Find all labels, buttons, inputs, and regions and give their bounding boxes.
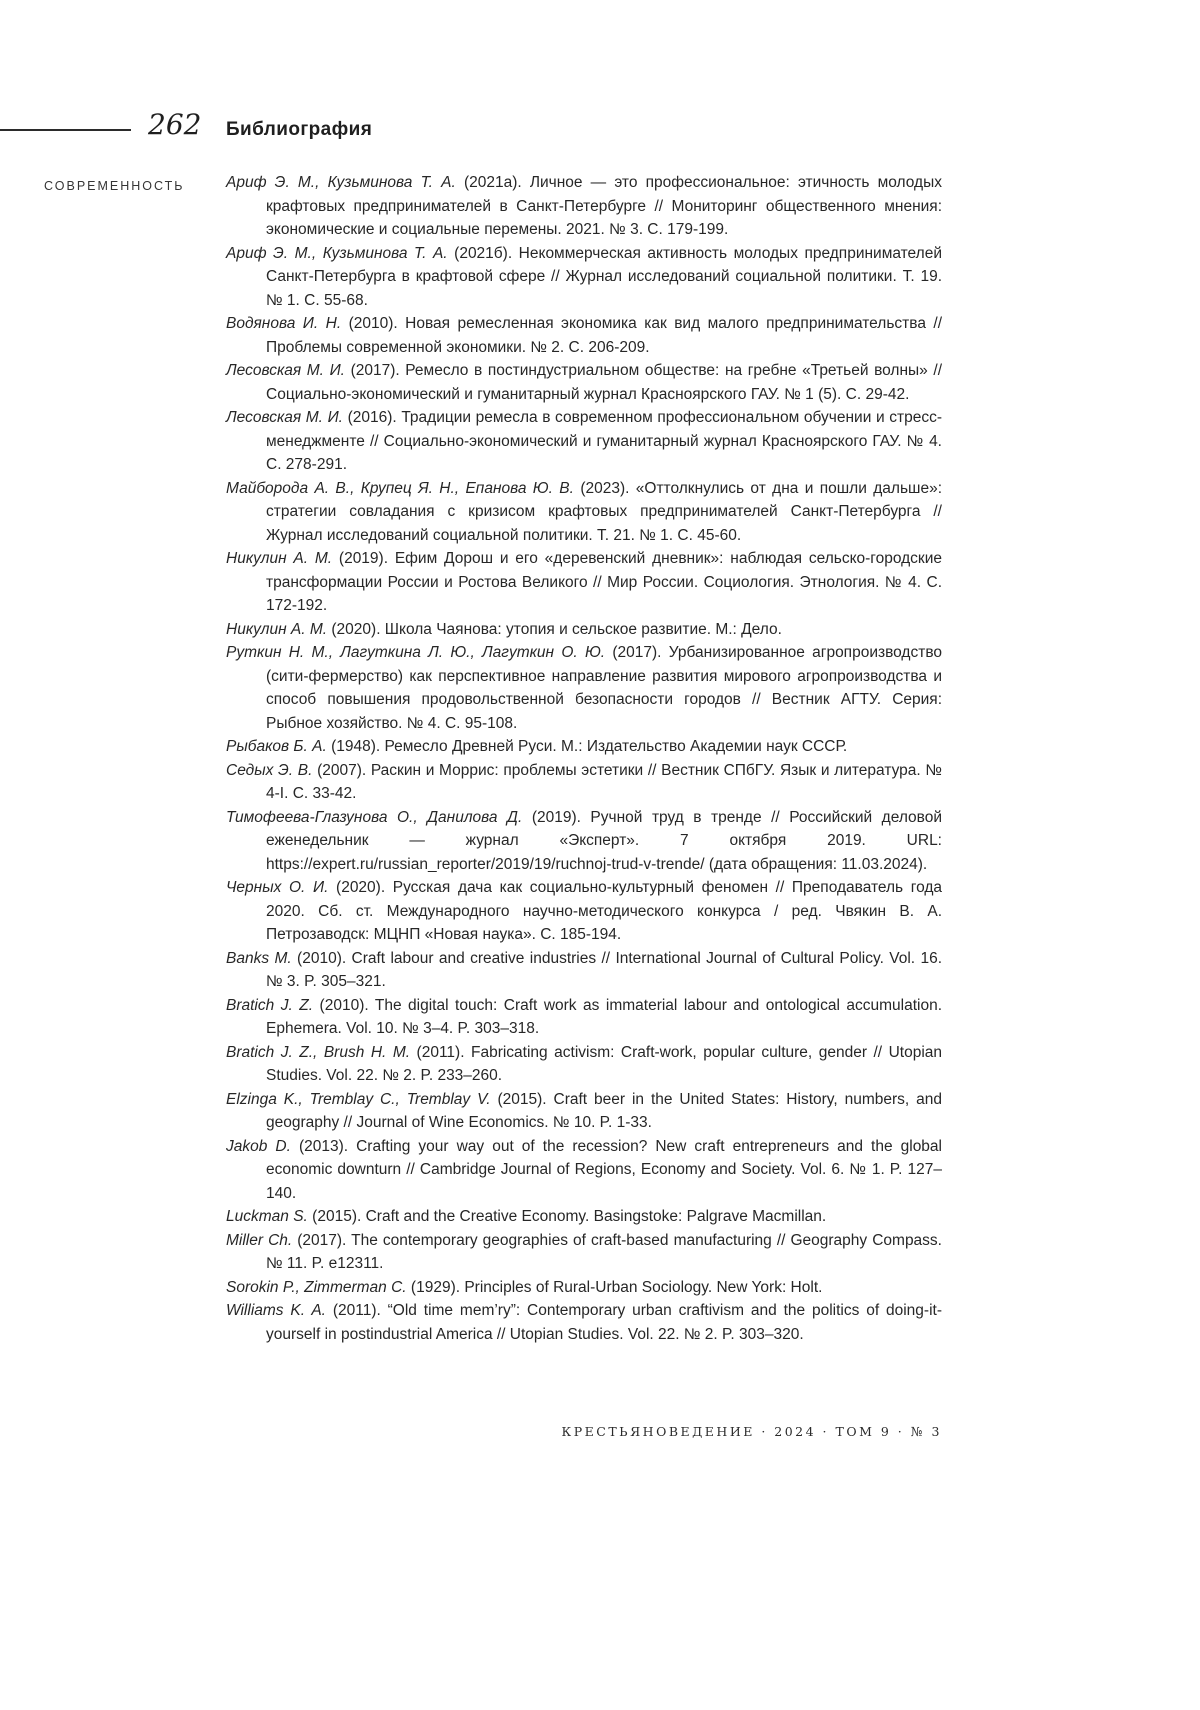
reference-authors: Лесовская М. И.: [226, 409, 343, 426]
reference-authors: Черных О. И.: [226, 879, 329, 896]
reference-text: (2017). Урбанизированное агропроизводство (сити-фермерство) как перспективное направление развития мирового агропроизводства и способ повышения продовольственной безопасности городов // Вестник АГТУ. Серия: Рыбное хозяйство. № 4. С. 95-108.: [266, 644, 942, 732]
reference-authors: Тимофеева-Глазунова О., Данилова Д.: [226, 808, 523, 826]
reference-authors: Водянова И. Н.: [226, 315, 342, 332]
reference-list: [226, 171, 942, 1346]
reference-authors: Никулин А. М.: [226, 550, 333, 567]
footer-text: КРЕСТЬЯНОВЕДЕНИЕ · 2024 · ТОМ 9 · № 3: [561, 1424, 942, 1439]
header-rule: [0, 129, 131, 131]
reference-entry: [226, 547, 942, 618]
reference-text: (2007). Раскин и Моррис: проблемы эстетики // Вестник СПбГУ. Язык и литература. № 4-I. С. 33-42.: [266, 761, 943, 802]
reference-entry: [226, 1041, 942, 1088]
reference-text: (2019). Ефим Дорош и его «деревенский дневник»: наблюдая сельско-городские трансформации России и Ростова Великого // Мир России. Социология. Этнология. № 4. С. 172-192.: [266, 550, 942, 614]
reference-text: (2021б). Некоммерческая активность молодых предпринимателей Санкт-Петербурга в крафтовой сфере // Журнал исследований социальной политики. Т. 19. № 1. С. 55-68.: [266, 244, 942, 309]
section-title: Библиография: [226, 119, 373, 140]
reference-text: (2023). «Оттолкнулись от дна и пошли дальше»: стратегии совладания с кризисом крафтовых предпринимателей Санкт-Петербурга // Журнал исследований социальной политики. Т. 21. № 1. С. 45-60.: [266, 479, 943, 544]
reference-authors: Elzinga K., Tremblay C., Tremblay V.: [226, 1090, 491, 1108]
reference-text: (1929). Principles of Rural-Urban Sociology. New York: Holt.: [410, 1278, 823, 1296]
reference-text: (2010). Craft labour and creative industries // International Journal of Cultural Policy. Vol. 16. № 3. P. 305–321.: [266, 949, 943, 990]
reference-entry: [226, 641, 942, 735]
reference-entry: [226, 947, 942, 994]
reference-text: (2020). Русская дача как социально-культурный феномен // Преподаватель года 2020. Сб. ст. Международного научно-методического конкурса / ред. Чвякин В. А. Петрозаводск: МЦНП «Новая наука». С. 185-194.: [266, 879, 943, 943]
page-number: 262: [148, 108, 202, 141]
reference-authors: Banks M.: [226, 949, 292, 967]
reference-authors: Sorokin P., Zimmerman C.: [226, 1278, 407, 1296]
reference-text: (2015). Craft beer in the United States: History, numbers, and geography // Journal of Wine Economics. № 10. P. 1-33.: [266, 1090, 943, 1131]
reference-entry: [226, 1205, 942, 1229]
reference-authors: Bratich J. Z., Brush H. M.: [226, 1043, 411, 1061]
reference-entry: [226, 1229, 942, 1276]
reference-authors: Лесовская М. И.: [226, 362, 345, 379]
reference-entry: [226, 242, 942, 313]
reference-entry: [226, 312, 942, 359]
reference-text: (2011). “Old time mem’ry”: Contemporary urban craftivism and the politics of doing-it-yourself in postindustrial America // Utopian Studies. Vol. 22. № 2. P. 303–320.: [266, 1302, 942, 1343]
reference-entry: [226, 994, 942, 1041]
reference-text: (2010). Новая ремесленная экономика как вид малого предпринимательства // Проблемы современной экономики. № 2. С. 206-209.: [266, 315, 943, 356]
margin-label: СОВРЕМЕННОСТЬ: [44, 179, 185, 193]
reference-authors: Ариф Э. М., Кузьминова Т. А.: [226, 244, 448, 262]
reference-authors: Miller Ch.: [226, 1231, 293, 1249]
reference-text: (2010). The digital touch: Craft work as immaterial labour and ontological accumulation. Ephemera. Vol. 10. № 3–4. P. 303–318.: [266, 996, 943, 1037]
reference-authors: Bratich J. Z.: [226, 996, 314, 1014]
reference-entry: [226, 759, 942, 806]
reference-entry: [226, 735, 942, 759]
reference-text: (2011). Fabricating activism: Craft-work, popular culture, gender // Utopian Studies. Vol. 22. № 2. P. 233–260.: [266, 1043, 942, 1084]
reference-authors: Руткин Н. М., Лагуткина Л. Ю., Лагуткин О. Ю.: [226, 644, 606, 661]
reference-entry: [226, 1135, 942, 1206]
reference-entry: [226, 1276, 942, 1300]
reference-text: (1948). Ремесло Древней Руси. М.: Издательство Академии наук СССР.: [331, 738, 848, 755]
reference-text: (2015). Craft and the Creative Economy. Basingstoke: Palgrave Macmillan.: [312, 1208, 827, 1225]
reference-entry: [226, 618, 942, 642]
reference-authors: Рыбаков Б. А.: [226, 738, 327, 755]
reference-authors: Седых Э. В.: [226, 761, 313, 779]
reference-text: (2013). Crafting your way out of the recession? New craft entrepreneurs and the global economic downturn // Cambridge Journal of Regions, Economy and Society. Vol. 6. № 1. P. 127–140.: [266, 1137, 942, 1202]
reference-entry: [226, 806, 942, 877]
reference-entry: [226, 171, 942, 242]
reference-authors: Ариф Э. М., Кузьминова Т. А.: [226, 174, 456, 191]
reference-text: (2020). Школа Чаянова: утопия и сельское развитие. М.: Дело.: [331, 620, 782, 638]
reference-entry: [226, 359, 942, 406]
reference-text: (2021а). Личное — это профессиональное: этичность молодых крафтовых предпринимателей в Санкт-Петербурге // Мониторинг общественного мнения: экономические и социальные перемены. 2021. № 3. С. 179-199.: [266, 174, 942, 238]
reference-authors: Luckman S.: [226, 1208, 308, 1225]
reference-entry: [226, 876, 942, 947]
reference-entry: [226, 1299, 942, 1346]
reference-entry: [226, 1088, 942, 1135]
reference-text: (2017). Ремесло в постиндустриальном обществе: на гребне «Третьей волны» // Социально-экономический и гуманитарный журнал Красноярского ГАУ. № 1 (5). С. 29-42.: [266, 362, 942, 403]
reference-entry: [226, 406, 942, 477]
reference-text: (2016). Традиции ремесла в современном профессиональном обучении и стресс-менеджменте // Социально-экономический и гуманитарный журнал Красноярского ГАУ. № 4. С. 278-291.: [266, 409, 942, 473]
reference-entry: [226, 477, 942, 548]
reference-text: (2019). Ручной труд в тренде // Российский деловой еженедельник — журнал «Эксперт». 7 октября 2019. URL: https://expert.ru/russian_reporter/2019/19/ruchnoj-trud-v-trende/ (дата обращения: 11.03.2024).: [266, 808, 942, 873]
reference-authors: Williams K. A.: [226, 1302, 326, 1319]
reference-authors: Никулин А. М.: [226, 620, 328, 638]
reference-text: (2017). The contemporary geographies of craft-based manufacturing // Geography Compass. № 11. P. e12311.: [266, 1231, 942, 1272]
reference-authors: Майборода А. В., Крупец Я. Н., Епанова Ю. В.: [226, 479, 574, 497]
reference-authors: Jakob D.: [226, 1137, 291, 1155]
